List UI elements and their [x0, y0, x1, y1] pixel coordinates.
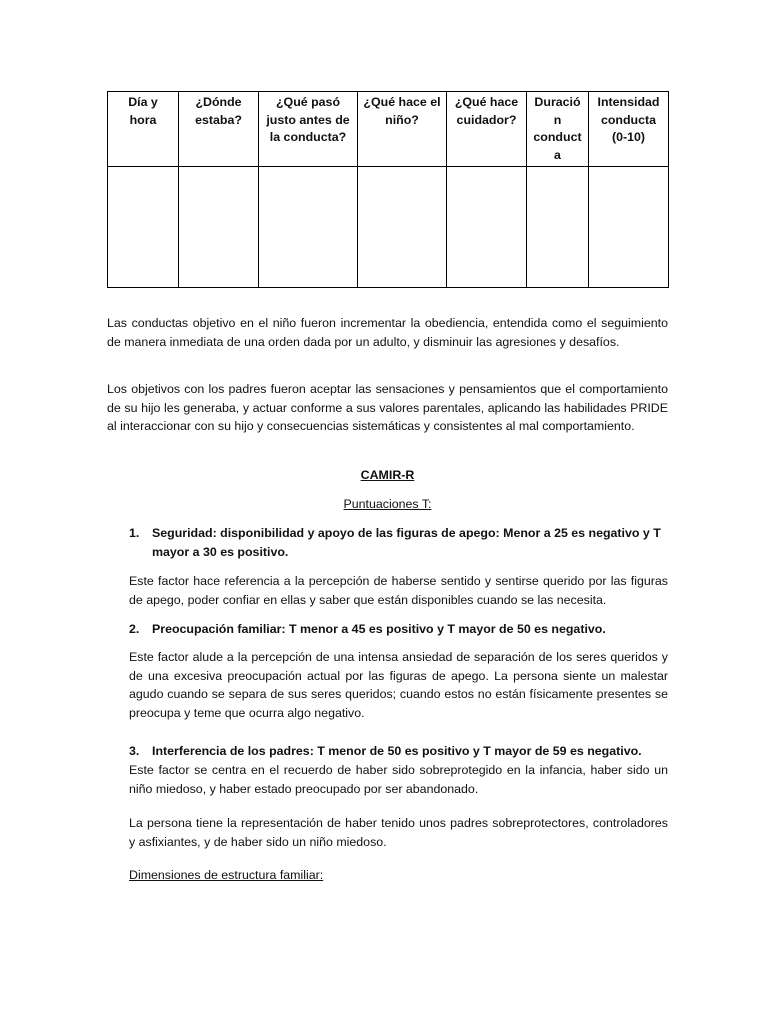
list-item-heading: 3. Interferencia de los padres: T menor de 50 es positivo y T mayor de 59 es negativo.	[129, 744, 642, 758]
header-intensity: Intensidad conducta (0-10)	[589, 92, 669, 167]
table-cell	[358, 167, 447, 288]
header-where: ¿Dónde estaba?	[179, 92, 259, 167]
header-caregiver-action: ¿Qué hace cuidador?	[447, 92, 527, 167]
paragraph-child-objectives: Las conductas objetivo en el niño fueron incrementar la obediencia, entendida como el seguimiento de manera inmediata de una orden dada por un adulto, y disminuir las agresiones y desafíos.	[107, 316, 668, 349]
header-day-time: Día y hora	[108, 92, 179, 167]
list-item-extra: La persona tiene la representación de haber tenido unos padres sobreprotectores, controladores y asfixiantes, y de haber sido un niño miedoso.	[129, 816, 668, 849]
paragraph-parent-objectives: Los objetivos con los padres fueron aceptar las sensaciones y pensamientos que el comportamiento de su hijo les generaba, y actuar conforme a sus valores parentales, aplicando las habilidades PRIDE al interaccionar con su hijo y consecuencias sistemáticas y consistentes al mal comportamiento.	[107, 382, 668, 433]
section-title: CAMIR-R	[360, 468, 415, 482]
table-row	[108, 167, 669, 288]
section-subtitle: Puntuaciones T:	[343, 497, 432, 511]
dimensions-heading: Dimensiones de estructura familiar:	[129, 868, 324, 882]
list-item-body: Este factor hace referencia a la percepción de haberse sentido y sentirse querido por las figuras de apego, poder confiar en ellas y saber que están disponibles cuando se las necesita.	[129, 574, 668, 607]
table-cell	[179, 167, 259, 288]
list-item-heading: 1. Seguridad: disponibilidad y apoyo de las figuras de apego: Menor a 25 es negativo y T mayor a 30 es positivo.	[129, 526, 661, 559]
table-cell	[527, 167, 589, 288]
header-antecedent: ¿Qué pasó justo antes de la conducta?	[259, 92, 358, 167]
table-cell	[108, 167, 179, 288]
table-header-row	[108, 92, 669, 167]
list-item-heading: 2. Preocupación familiar: T menor a 45 es positivo y T mayor de 50 es negativo.	[129, 622, 606, 636]
header-duration: Duració n conduct a	[527, 92, 589, 167]
list-item-body: Este factor alude a la percepción de una intensa ansiedad de separación de los seres queridos y de una excesiva preocupación actual por las figuras de apego. La persona siente un malestar agudo cuando se separa de sus seres queridos; cuando estos no están físicamente presentes se preocupa y teme que ocurra algo negativo.	[129, 650, 668, 720]
table-cell	[447, 167, 527, 288]
header-child-action: ¿Qué hace el niño?	[358, 92, 447, 167]
behavior-record-table	[107, 91, 669, 288]
table-cell	[589, 167, 669, 288]
table-cell	[259, 167, 358, 288]
list-item-body: Este factor se centra en el recuerdo de haber sido sobreprotegido en la infancia, haber sido un niño miedoso, y haber estado preocupado por ser abandonado.	[129, 763, 668, 796]
